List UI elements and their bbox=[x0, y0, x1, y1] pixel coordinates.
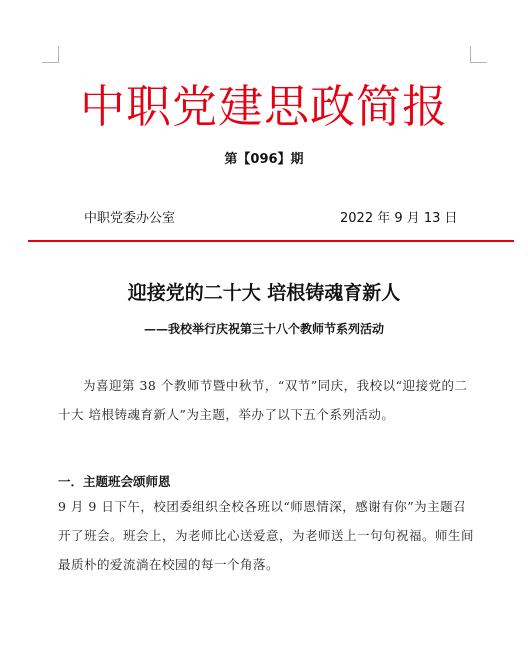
issue-number: 第【096】期 bbox=[224, 152, 304, 167]
article-title: 迎接党的二十大 培根铸魂育新人 bbox=[127, 282, 401, 304]
red-divider-rule bbox=[28, 240, 514, 242]
crop-mark-top-right bbox=[470, 46, 487, 63]
issuing-office: 中职党委办公室 bbox=[84, 211, 176, 226]
crop-mark-top-left bbox=[42, 46, 59, 63]
section-heading: 一．主题班会颂师恩 bbox=[58, 474, 171, 489]
masthead-title: 中职党建思政简报 bbox=[79, 80, 448, 133]
issue-date: 2022 年 9 月 13 日 bbox=[340, 211, 458, 226]
intro-paragraph: 为喜迎第 38 个教师节暨中秋节，“双节”同庆，我校以“迎接党的二十大 培根铸魂育新人”为主题，举办了以下五个系列活动。 bbox=[58, 378, 468, 422]
article-subtitle: ——我校举行庆祝第三十八个教师节系列活动 bbox=[143, 322, 384, 336]
section-body-paragraph: 9 月 9 日下午，校团委组织全校各班以“师恩情深，感谢有你”为主题召开了班会。班会上，为老师比心送爱意，为老师送上一句句祝福。师生间最质朴的爱流淌在校园的每一个角落。 bbox=[58, 499, 475, 572]
